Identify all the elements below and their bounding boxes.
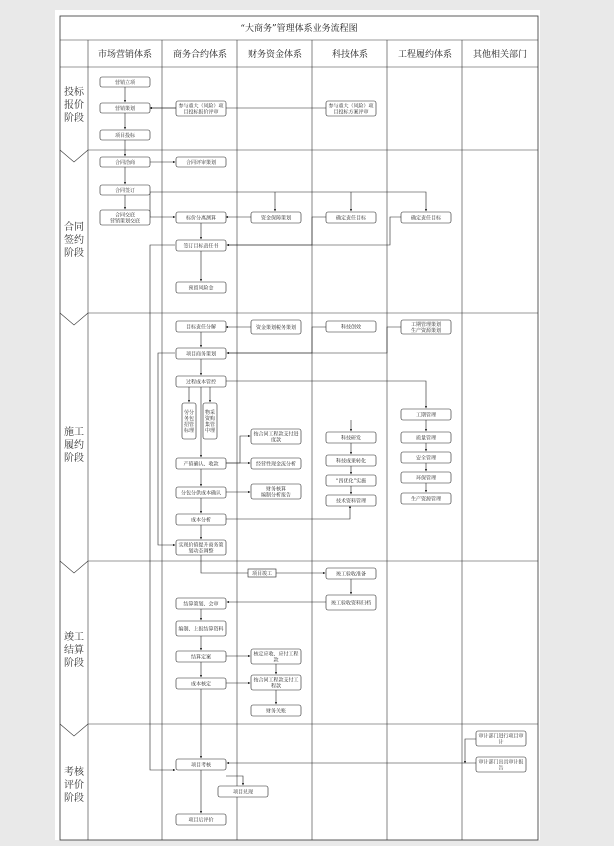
flow-node-label: 工期管理策划生产资源策划 — [410, 321, 442, 334]
flow-node-jsch — [176, 598, 226, 609]
flow-node-cyzd1 — [176, 101, 226, 116]
col-marketing: 市场营销体系 — [97, 50, 153, 60]
flow-node-label: 项目兑现 — [232, 789, 254, 796]
flow-node-kjcx — [326, 321, 376, 332]
flow-node-htjd — [100, 210, 150, 225]
flow-node-jgzl — [326, 595, 376, 610]
flow-node-label: 实现价值提升商务策划动态调整 — [178, 542, 224, 555]
flow-node-label: 营销立项 — [114, 79, 136, 86]
flow-node-jsdd — [176, 651, 226, 662]
flow-node-aqgl — [401, 452, 451, 463]
flow-node-label: 财务核算编制分析报告 — [260, 486, 292, 499]
flow-node-label: 核定应收、应付工程款 — [253, 651, 299, 664]
flow-node-label: 科技成果转化 — [335, 458, 367, 465]
flow-node-zjbz — [251, 212, 301, 223]
phase-bidding: 投标报价阶段 — [64, 87, 84, 124]
flow-node-label: 审计部门进行项目审计 — [478, 733, 524, 746]
col-others: 其他相关部门 — [472, 50, 528, 60]
flow-node-label: 编制、上报结算资料 — [178, 626, 224, 633]
flow-node-gxch — [176, 540, 226, 555]
flow-node-qdzrmb2 — [401, 212, 451, 223]
flow-node-label: 项目后评价 — [188, 817, 214, 824]
flow-node-label: 合同评审策划 — [185, 159, 217, 166]
flow-node-label: 成本核定 — [190, 681, 212, 688]
flow-node-xmhpj — [176, 814, 226, 825]
flow-node-yscz — [176, 458, 226, 469]
flow-node-label: 物采资购集管中理 — [204, 409, 216, 434]
flow-node-zfgck — [251, 675, 301, 690]
flow-node-label: 资金保障策划 — [260, 215, 292, 222]
flow-node-label: 项目考核 — [190, 762, 212, 769]
flow-node-jgys — [326, 568, 376, 579]
flow-node-kjcg — [326, 455, 376, 466]
flow-node-label: 产值确认、收款 — [183, 461, 219, 468]
flow-node-label: 按合同工程款支付进度款 — [253, 431, 299, 444]
flow-node-label: 结算定案 — [190, 654, 212, 661]
flow-node-htqt — [100, 157, 150, 167]
flow-node-gqgl — [401, 320, 451, 334]
flow-node-zjch — [251, 320, 301, 334]
flow-node-label: 参与重大（风险）项目投标报价评审 — [178, 103, 224, 116]
flow-node-gqgl2 — [401, 409, 451, 420]
flow-node-label: 营销策划 — [114, 105, 136, 112]
flow-node-sjbm1 — [476, 731, 526, 746]
edge-label-project-completion: 项目竣工 — [251, 571, 273, 577]
flow-node-label: 确定责任目标 — [335, 215, 367, 222]
flow-node-label: 科技创效 — [340, 324, 362, 331]
phase-evaluation: 考核评价阶段 — [64, 767, 84, 804]
flow-node-htpsch — [176, 157, 226, 167]
flow-node-label: 参与重大（风险）项目投标方案评审 — [328, 103, 374, 116]
flow-node-label: “四优化”实施 — [335, 478, 367, 485]
flow-node-label: 签订目标责任书 — [183, 243, 219, 250]
flow-node-zlgl — [401, 432, 451, 443]
flow-node-label: 结算策划、会审 — [183, 601, 219, 608]
phase-settlement: 竣工结算阶段 — [64, 632, 84, 669]
flow-node-label: 目标责任分解 — [185, 324, 217, 331]
col-engineering: 工程履约体系 — [397, 50, 453, 60]
chart-title: “大商务”管理体系业务流程图 — [240, 24, 358, 34]
flow-node-label: 劳分务包招管标理 — [183, 409, 195, 434]
flow-node-label: 按合同工程款支付工程款 — [253, 677, 299, 690]
flow-node-wzjc — [203, 403, 217, 439]
flow-node-cyzd2 — [326, 101, 376, 116]
flow-node-lwfb — [182, 403, 196, 439]
flow-node-cbhd — [176, 678, 226, 689]
flow-node-label: 资金策划税务策划 — [255, 324, 297, 331]
flow-node-label: 科技研发 — [340, 435, 362, 442]
flow-node-label: 环保管理 — [415, 475, 437, 482]
flow-node-jyxjl — [251, 458, 301, 469]
flow-node-label: 合同交底营销策划交底 — [109, 212, 141, 225]
flow-node-sjbm2 — [476, 757, 526, 772]
flow-node-label: 竣工验收准备 — [335, 571, 367, 578]
flow-node-xmdx — [218, 786, 268, 797]
flow-node-sdh — [326, 475, 376, 486]
flow-node-bzsb — [176, 621, 226, 636]
flow-node-label: 项目投标 — [114, 132, 136, 139]
col-finance: 财务资金体系 — [247, 50, 303, 60]
flow-node-fbjs — [251, 429, 301, 444]
flow-node-cbfx — [176, 514, 226, 525]
flow-node-htqd — [100, 185, 150, 195]
flow-node-gccbgk — [176, 376, 226, 387]
flow-node-mbzrfj — [176, 321, 226, 332]
flow-node-qdzrmb1 — [326, 212, 376, 223]
flow-node-label: 竣工验收资料归档 — [330, 600, 372, 607]
flow-node-cwgz — [251, 705, 301, 716]
flow-node-label: 成本分析 — [190, 517, 212, 524]
flow-node-label: 工期管理 — [415, 412, 437, 419]
flow-node-label: 生产资源管理 — [410, 496, 442, 503]
flow-node-label: 审计部门出具审计报告 — [478, 759, 524, 772]
flow-node-xmkh — [176, 759, 226, 770]
col-tech: 科技体系 — [331, 50, 369, 60]
flow-node-label: 财务关账 — [265, 708, 287, 715]
flow-node-label: 标价分离测算 — [185, 215, 217, 222]
flow-node-cwhs — [251, 484, 301, 499]
flow-node-label: 项目商务策划 — [185, 351, 217, 358]
flow-node-bfcp — [176, 212, 226, 223]
flow-node-hjgl — [401, 472, 451, 483]
flow-node-label: 质量管理 — [415, 435, 437, 442]
flow-node-yfxj — [176, 282, 226, 293]
flow-node-yxlx — [100, 77, 150, 87]
flow-node-sczy — [401, 493, 451, 504]
flow-node-xmtb — [100, 130, 150, 140]
flow-node-jszl — [326, 495, 376, 506]
flow-node-hdsk — [251, 649, 301, 664]
flow-node-xmswch — [176, 348, 226, 359]
flow-node-label: 预留风险金 — [188, 285, 214, 292]
flow-node-label: 技术资料管理 — [335, 498, 367, 505]
flow-node-label: 经营性现金流分析 — [255, 461, 297, 468]
col-contract: 商务合约体系 — [172, 50, 228, 60]
flow-node-label: 合同签订 — [114, 187, 136, 194]
flow-node-yxch — [100, 103, 150, 113]
phase-construction: 施工履约阶段 — [64, 427, 84, 464]
flow-node-label: 确定责任目标 — [410, 215, 442, 222]
flow-node-kjyf — [326, 432, 376, 443]
phase-contract: 合同签约阶段 — [64, 222, 84, 259]
flow-node-label: 安全管理 — [415, 455, 437, 462]
flow-node-fbfbcb — [176, 487, 226, 498]
flow-node-label: 过程成本管控 — [185, 379, 217, 386]
flow-node-label: 分包分供成本确认 — [180, 490, 222, 497]
flow-node-qdmb — [176, 240, 226, 251]
flow-node-label: 合同洽商 — [114, 159, 136, 166]
